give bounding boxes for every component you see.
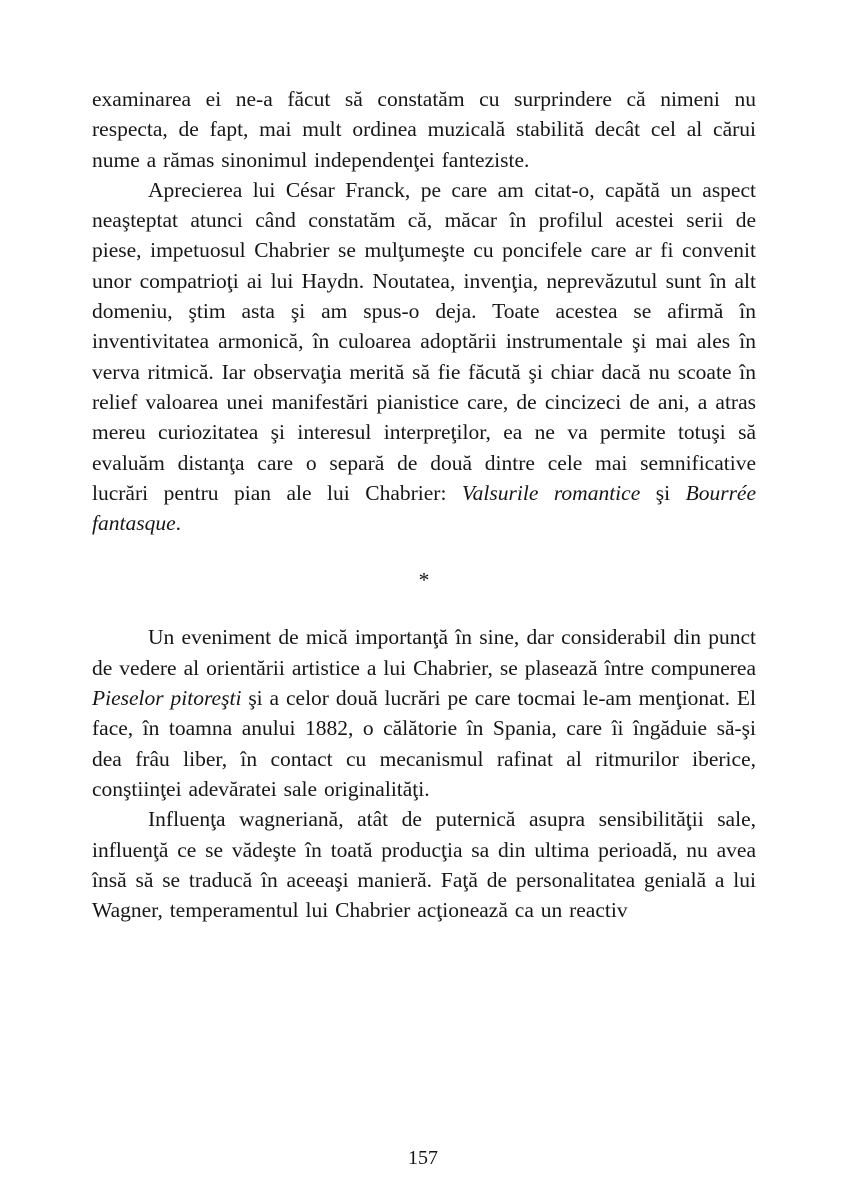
page-number: 157 [408, 1147, 438, 1169]
work-title-bourree-fantasque: Bourrée fantasque [92, 480, 757, 536]
work-title-pieselor-pitoresti: Pieselor pitoreşti [92, 686, 242, 711]
work-title-valsurile-romantice: Valsurile romantice [461, 480, 641, 505]
section-separator-asterisk: * [418, 568, 430, 593]
paragraph-spania [92, 622, 756, 804]
text-run: Aprecierea lui César Franck, pe care am citat-o, capătă un aspect neaşteptat atunci când constatăm că, măcar în profilul acestei serii de piese, impetuosul Chabrier se mulţumeşte cu poncifele care ar fi convenit unor compatrioţi ai lui Haydn. Noutatea, invenţia, neprevăzutul sunt în alt domeniu, ştim asta şi am spus-o deja. Toate acestea se afirmă în inventivitatea armonică, în culoarea adoptării instrumentale şi mai ales în verva ritmică. Iar observaţia merită să fie făcută şi chiar dacă nu scoate în relief valoarea unei manifestări pianistice care, de cincizeci de ani, a atras mereu curiozitatea şi interesul interpreţilor, ea ne va permite totuşi să evaluăm distanţa care o separă de două dintre cele mai semnificative lucrări pentru pian ale lui Chabrier: [92, 177, 756, 505]
text-run: şi a celor două lucrări pe care tocmai le-am menţionat. El face, în toamna anului 1882, o călătorie în Spania, care îi îngăduie să-şi dea frâu liber, în contact cu mecanismul rafinat al ritmurilor iberice, conştiinţei adevăratei sale originalităţi. [92, 686, 756, 801]
text-run: examinarea ei ne-a făcut să constatăm cu surprindere că nimeni nu respecta, de fapt, mai mult ordinea muzicală stabilită decât cel al cărui nume a rămas sinonimul independenţei fanteziste. [92, 87, 756, 172]
text-block [92, 84, 756, 925]
paragraph-continuation [92, 84, 756, 175]
text-run: Un eveniment de mică importanţă în sine, dar considerabil din punct de vedere al orientării artistice a lui Chabrier, se plasează între compunerea [92, 625, 756, 680]
paragraph-wagner [92, 804, 756, 925]
text-run: şi [640, 480, 686, 505]
text-run: Influenţa wagneriană, atât de puternică asupra sensibilităţii sale, influenţă ce se vădeşte în toată producţia sa din ultima perioadă, nu avea însă să se traducă în aceeaşi manieră. Faţă de personalitatea genială a lui Wagner, temperamentul lui Chabrier acţionează ca un reactiv [92, 807, 756, 923]
text-run: . [175, 511, 181, 536]
paragraph-cesar-franck [92, 175, 756, 539]
